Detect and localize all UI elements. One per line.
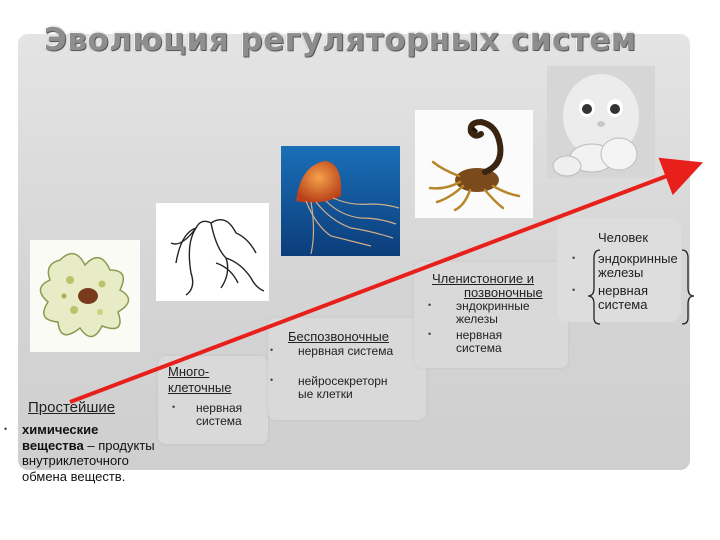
invertebrates-bullet-1: • xyxy=(270,345,274,355)
human-label: Человек xyxy=(598,230,649,245)
invertebrates-label: Беспозвоночные xyxy=(288,329,389,344)
invertebrates-bullet2: нейросекреторные клетки xyxy=(298,374,388,401)
arthropods-bullet-1: • xyxy=(428,300,432,310)
slide-title: Эволюция регуляторных систем xyxy=(44,22,637,58)
protozoa-desc-rest: – продукты внутриклеточного обмена веществ. xyxy=(22,437,155,484)
arthropods-label-line1: Членистоногие и xyxy=(432,271,534,286)
arthropods-bullet-2: • xyxy=(428,329,432,339)
arthropods-bullet2: нервная система xyxy=(456,328,503,355)
multicellular-label-line1: Много- xyxy=(168,364,210,379)
arthropods-label-line2: позвоночные xyxy=(464,285,543,300)
human-bullet-2: • xyxy=(572,285,576,295)
invertebrates-bullet-2: • xyxy=(270,375,274,385)
multicellular-bullet: • xyxy=(172,402,176,412)
human-bullet1: эндокринные железы xyxy=(598,251,678,280)
human-bullet2: нервная система xyxy=(598,283,648,312)
protozoa-desc-bold: химические вещества xyxy=(22,422,99,453)
multicellular-bullet1: нервная система xyxy=(196,401,243,428)
invertebrates-bullet1: нервная система xyxy=(298,344,394,358)
human-bullet-1: • xyxy=(572,253,576,263)
protozoa-label: Простейшие xyxy=(28,399,116,416)
protozoa-bullet: • xyxy=(4,424,8,434)
multicellular-label-line2: клеточные xyxy=(168,380,232,395)
protozoa-description xyxy=(22,422,162,484)
arthropods-bullet1: эндокринные железы xyxy=(456,299,530,326)
